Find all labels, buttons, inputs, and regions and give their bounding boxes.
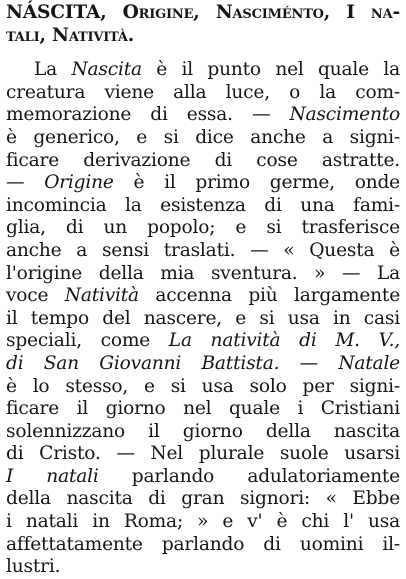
text-run: è il punto nel quale la xyxy=(141,59,401,81)
body-line xyxy=(6,285,400,308)
text-run: memorazione di essa. — xyxy=(6,104,290,126)
dictionary-entry xyxy=(6,2,400,579)
text-run: è lo stesso, e si usa solo per signi- xyxy=(6,375,400,397)
body-line xyxy=(6,82,400,105)
small-caps-text-run: tali, Natività. xyxy=(6,24,135,46)
body-line xyxy=(6,240,400,263)
text-run: l'origine della mia sventura. » — La xyxy=(6,262,400,284)
text-run: della nascita di gran signori: « Ebbe xyxy=(6,488,400,510)
text-run: è il primo germe, onde xyxy=(113,172,400,194)
entry-heading-line-1 xyxy=(6,2,400,25)
text-run: accenna più largamente xyxy=(138,285,400,307)
text-run: — xyxy=(279,352,339,374)
text-run: affettatamente parlando di uomini il- xyxy=(6,533,400,555)
text-run: — xyxy=(6,172,45,194)
body-line xyxy=(6,195,400,218)
body-line xyxy=(6,488,400,511)
text-run: lustri. xyxy=(6,556,61,578)
text-run: glia, di un popolo; e si trasferisce xyxy=(6,217,400,239)
body-line xyxy=(6,150,400,173)
text-run: La xyxy=(34,59,72,81)
body-line xyxy=(6,376,400,399)
body-line xyxy=(6,104,400,127)
body-line xyxy=(6,534,400,557)
text-run: di Cristo. — Nel plurale suole usarsi xyxy=(6,443,400,465)
body-line xyxy=(6,172,400,195)
italic-text-run: Natività xyxy=(64,285,139,307)
text-run: il tempo del nascere, e si usa in casi xyxy=(6,307,400,329)
italic-text-run: di San Giovanni Battista. xyxy=(6,352,280,374)
body-line xyxy=(6,59,400,82)
body-line xyxy=(6,263,400,286)
text-run: è generico, e si dice anche a signi- xyxy=(6,126,400,148)
italic-text-run: Nascimento xyxy=(289,104,400,126)
text-run: voce xyxy=(6,285,65,307)
body-line xyxy=(6,421,400,444)
text-run: ficare il giorno nel quale i Cristiani xyxy=(6,398,400,420)
body-line xyxy=(6,127,400,150)
body-line xyxy=(6,466,400,489)
text-run: solennizzano il giorno della nascita xyxy=(6,420,400,442)
text-run: parlando adulatoriamente xyxy=(98,465,400,487)
italic-text-run: Nascita xyxy=(71,59,142,81)
text-run: creatura viene alla luce, o la com- xyxy=(6,81,400,103)
body-line xyxy=(6,330,400,353)
entry-heading-line-2 xyxy=(6,25,400,48)
body-line xyxy=(6,398,400,421)
text-run: NÁSCITA, xyxy=(6,2,107,23)
text-run: speciali, come xyxy=(6,330,169,352)
text-run: incomincia la esistenza di una fami- xyxy=(6,194,400,216)
entry-body xyxy=(6,59,400,579)
body-line xyxy=(6,556,400,579)
italic-text-run: Origine xyxy=(44,172,114,194)
italic-text-run: Natale xyxy=(338,352,400,374)
body-line xyxy=(6,511,400,534)
body-line xyxy=(6,308,400,331)
small-caps-text-run: Origine, Nasciménto, I na- xyxy=(106,2,400,23)
italic-text-run: I natali xyxy=(6,465,99,487)
body-line xyxy=(6,353,400,376)
text-run: i natali in Roma; » e v' è chi l' usa xyxy=(6,511,400,533)
body-line xyxy=(6,443,400,466)
body-line xyxy=(6,217,400,240)
text-run: anche a sensi traslati. — « Questa è xyxy=(6,239,400,261)
text-run: ficare derivazione di cose astratte. xyxy=(6,149,400,171)
italic-text-run: La natività di M. V., xyxy=(168,330,400,352)
